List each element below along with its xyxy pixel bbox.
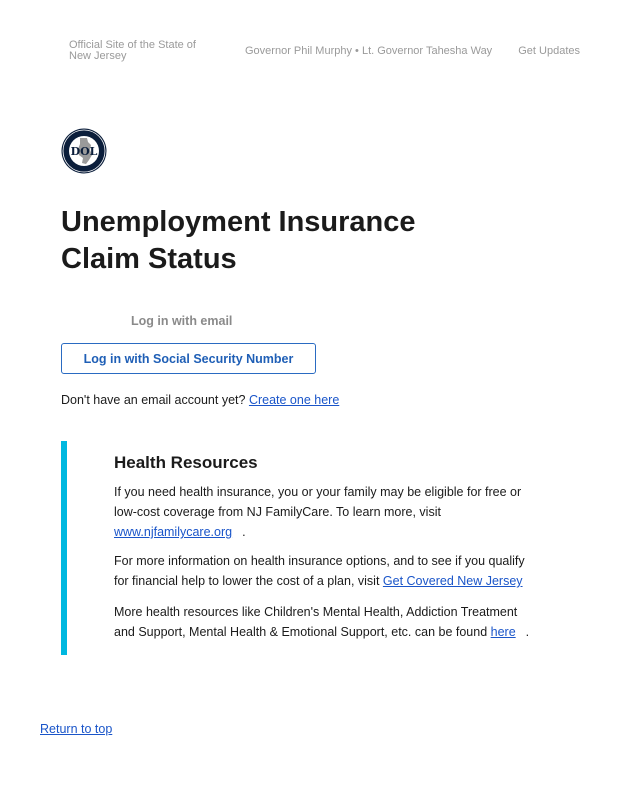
create-account-link[interactable]: Create one here [248, 393, 340, 407]
logo-text: DOL [70, 145, 98, 158]
dol-seal-icon [61, 128, 107, 174]
health-paragraph-more [114, 602, 539, 642]
top-banner [69, 40, 580, 66]
signup-prompt-text: Don't have an email account yet? [61, 393, 246, 407]
accent-bar [61, 441, 67, 655]
familycare-text: If you need health insurance, you or your family may be eligible for free or low-cost coverage from NJ FamilyCare. To learn more, visit [114, 485, 522, 519]
login-email-tab[interactable]: Log in with email [131, 314, 233, 328]
covered-text: For more information on health insurance options, and to see if you qualify for financial help to lower the cost of a plan, visit [114, 554, 525, 588]
get-updates-link[interactable]: Get Updates [518, 45, 580, 57]
more-resources-period: . [525, 625, 530, 639]
more-resources-text: More health resources like Children's Mental Health, Addiction Treatment and Support, Mental Health & Emotional Support, etc. can be found [114, 605, 518, 639]
health-resources-heading: Health Resources [114, 453, 258, 472]
governor-label: Governor Phil Murphy • Lt. Governor Tahesha Way [245, 45, 493, 57]
dol-logo[interactable] [61, 128, 107, 174]
get-covered-nj-link[interactable]: Get Covered New Jersey [382, 574, 523, 588]
login-ssn-button[interactable]: Log in with Social Security Number [61, 343, 316, 374]
health-resources-section [61, 441, 541, 655]
signup-prompt [61, 393, 339, 407]
health-paragraph-familycare [114, 482, 539, 542]
page-title: Unemployment Insurance Claim Status [61, 206, 416, 275]
health-paragraph-covered [114, 551, 539, 591]
more-resources-link[interactable]: here [490, 625, 516, 639]
return-to-top-link[interactable]: Return to top [40, 722, 113, 736]
njfamilycare-link[interactable]: www.njfamilycare.org [114, 525, 233, 539]
familycare-period: . [242, 525, 246, 539]
official-site-label: Official Site of the State of New Jersey [69, 39, 196, 62]
